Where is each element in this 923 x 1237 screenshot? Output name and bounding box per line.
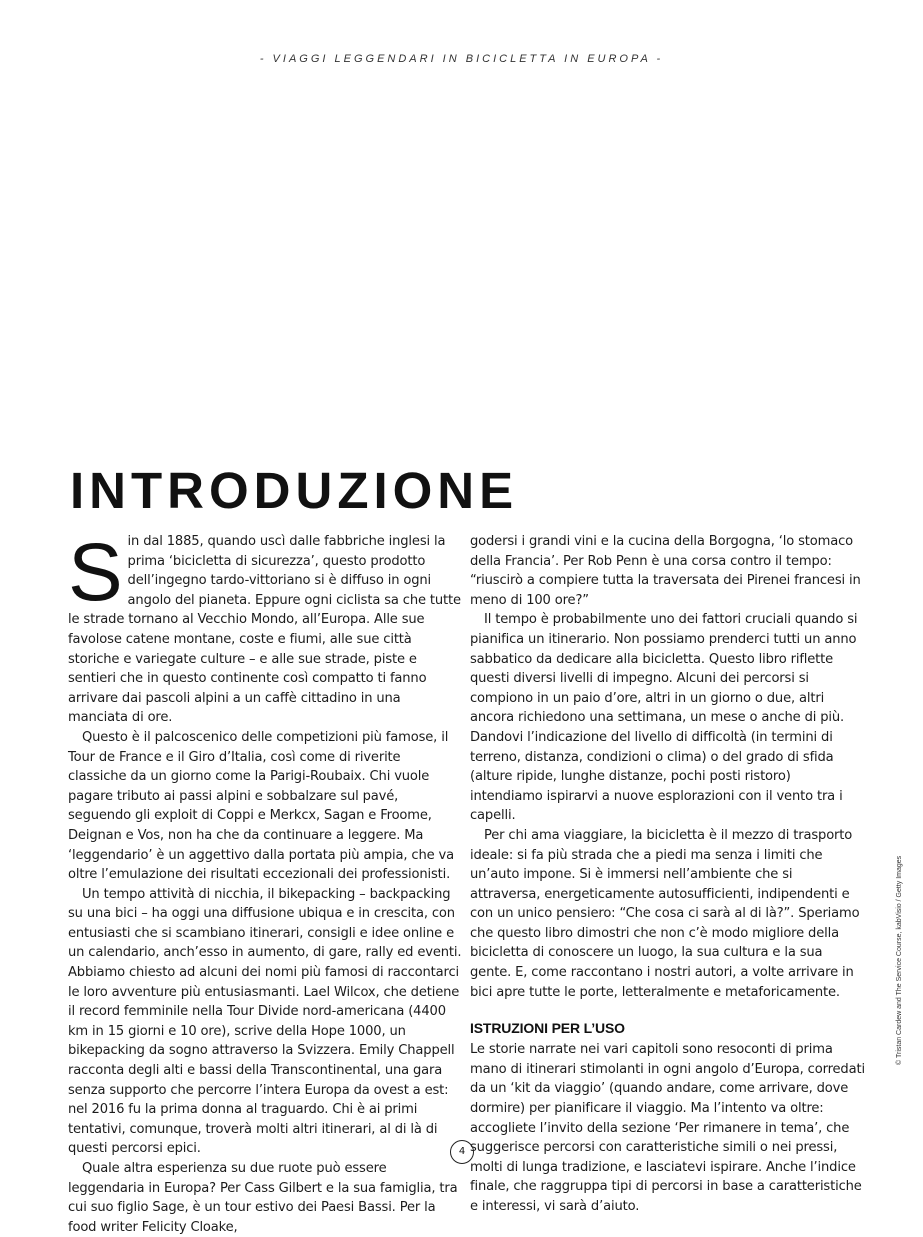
paragraph-text: in dal 1885, quando uscì dalle fabbriche inglesi la prima ‘bicicletta di sicurezza’, questo prodotto dell’ingegno tardo-vittoriano si è diffuso in ogni angolo del pianeta. Eppure ogni ciclista sa che tutte le strade tornano al Vecchio Mondo, all’Europa. Alle sue favolose catene montane, coste e fiumi, alle sue città storiche e variegate culture – e alle sue strade, piste e sentieri che in questo continente così compatto ti fanno arrivare dai pascoli alpini a un caffè cittadino in una manciata di ore. [68, 534, 461, 726]
page-number: 4 [450, 1140, 474, 1164]
paragraph: Le storie narrate nei vari capitoli sono resoconti di prima mano di itinerari stimolanti in ogni angolo d’Europa, corredati da un ‘kit da viaggio’ (quando andare, come arrivare, dove dormire) per pianificare il viaggio. Ma l’intento va oltre: accogliete l’invito della sezione ‘Per rimanere in tema’, che suggerisce percorsi con caratteristiche simili o nei pressi, molti di lunga tradizione, e lasciatevi ispirare. Anche l’indice finale, che raggruppa tipi di percorsi in base a caratteristiche e interessi, vi sarà d’aiuto. [470, 1042, 865, 1214]
left-column [68, 527, 462, 1237]
paragraph: godersi i grandi vini e la cucina della Borgogna, ‘lo stomaco della Francia’. Per Rob Penn è una corsa contro il tempo: “riuscirò a compiere tutta la traversata dei Pirenei francesi in meno di 100 ore?” [470, 534, 861, 608]
running-header: - VIAGGI LEGGENDARI IN BICICLETTA IN EUROPA - [259, 53, 664, 65]
paragraph [68, 527, 462, 728]
photo-credit: © Tristan Cardew and The Service Course, kabVisio / Getty Images [896, 855, 903, 1065]
paragraph: Quale altra esperienza su due ruote può essere leggendaria in Europa? Per Cass Gilbert e la sua famiglia, tra cui suo figlio Sage, è un tour estivo dei Paesi Bassi. Per la food writer Felicity Cloake, [68, 1161, 458, 1235]
paragraph: Per chi ama viaggiare, la bicicletta è il mezzo di trasporto ideale: si fa più strada che a piedi ma senza i limiti che un’auto impone. Si è immersi nell’ambiente che si attraversa, energeticamente autosufficienti, indipendenti e con un unico pensiero: “Che cosa ci sarà al di là?”. Speriamo che questo libro dimostri che non c’è modo migliore della bicicletta di conoscere un luogo, la sua cultura e la sua gente. E, come raccontano i nostri autori, a volte arrivare in bici apre tutte le porte, letteralmente e metaforicamente. [470, 827, 860, 1000]
right-column [470, 532, 866, 1217]
section-heading: ISTRUZIONI PER L’USO [470, 1020, 625, 1037]
page-title: INTRODUZIONE [70, 462, 519, 519]
paragraph: Il tempo è probabilmente uno dei fattori cruciali quando si pianifica un itinerario. Non possiamo prenderci tutti un anno sabbatico da dedicare alla bicicletta. Questo libro riflette questi diversi livelli di impegno. Alcuni dei percorsi si compiono in un paio d’ore, altri in un giorno o due, altri ancora richiedono una settimana, un mese o anche di più. Dandovi l’indicazione del livello di difficoltà (in termini di terreno, distanza, condizioni o clima) o del grado di sfida (alture ripide, lunghe distanze, pochi posti ristoro) intendiamo ispirarvi a nuove esplorazioni con il vento tra i capelli. [470, 612, 858, 824]
paragraph: Un tempo attività di nicchia, il bikepacking – backpacking su una bici – ha oggi una diffusione ubiqua e in crescita, con entusiasti che si scambiano itinerari, consigli e idee online e un calendario, anch’esso in aumento, di gare, rally ed eventi. Abbiamo chiesto ad alcuni dei nomi più famosi di raccontarci le loro avventure più entusiasmanti. Lael Wilcox, che detiene il record femminile nella Tour Divide nord-americana (4400 km in 15 giorni e 10 ore), scrive della Hope 1000, un bikepacking da sogno attraverso la Svizzera. Emily Chappell racconta degli alti e bassi della Transcontinental, una gara senza supporto che percorre l’intera Europa da ovest a est: nel 2016 fu la prima donna al traguardo. Chi è ai primi tentativi, comunque, troverà molti altri itinerari, al di là di questi percorsi epici. [68, 886, 462, 1157]
drop-cap: S [68, 527, 123, 618]
paragraph: Questo è il palcoscenico delle competizioni più famose, il Tour de France e il Giro d’Italia, così come di riverite classiche da un giorno come la Parigi-Roubaix. Chi vuole pagare tributo ai passi alpini e sobbalzare sul pavé, seguendo gli exploit di Coppi e Merkcx, Sagan e Froome, Deignan e Vos, non ha che da continuare a leggere. Ma ‘leggendario’ è un aggettivo dalla portata più ampia, che va oltre l’emulazione dei risultati eccezionali dei professionisti. [68, 729, 454, 883]
